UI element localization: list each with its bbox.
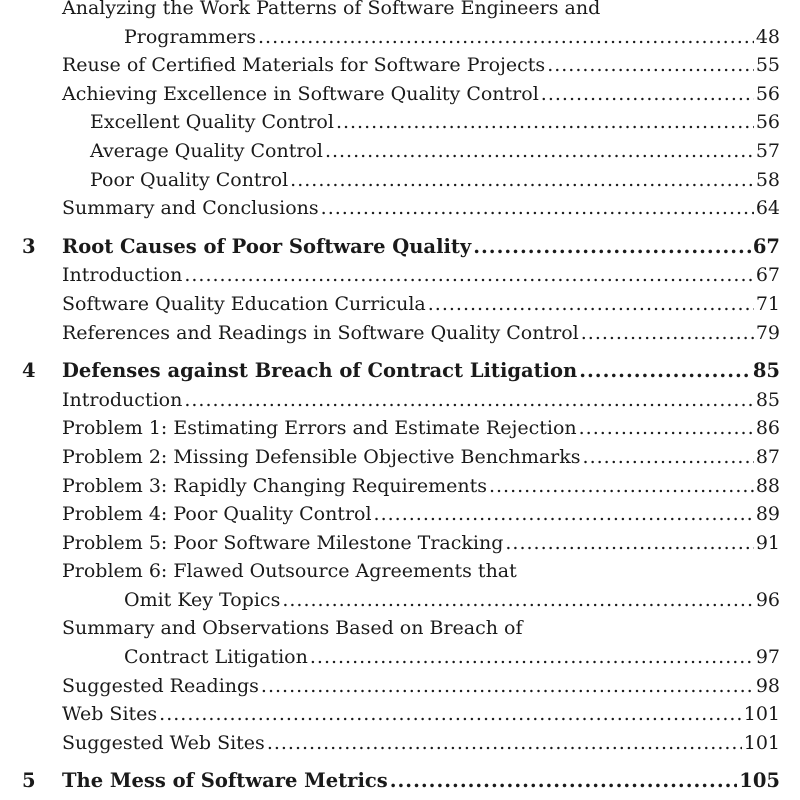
- entry-title: Introduction: [62, 386, 184, 415]
- toc-chapter-entry: [0, 233, 800, 262]
- toc-section-entry: [0, 672, 800, 701]
- page-number: 105: [739, 769, 780, 793]
- dot-leader: [184, 261, 753, 290]
- chapter-number: 4: [22, 359, 36, 383]
- chapter-number: 3: [22, 234, 36, 258]
- dot-leader: [325, 137, 754, 166]
- dot-leader: [267, 729, 742, 758]
- entry-title: Root Causes of Poor Software Quality: [62, 233, 473, 262]
- page-number: 98: [755, 674, 780, 697]
- toc-section-entry: [0, 700, 800, 729]
- entry-title: Problem 1: Estimating Errors and Estimate Rejection: [62, 414, 579, 443]
- entry-title: The Mess of Software Metrics: [62, 767, 390, 796]
- chapter-spacer: [0, 757, 800, 767]
- entry-title: Suggested Web Sites: [62, 729, 267, 758]
- toc-subsection-entry: [0, 108, 800, 137]
- toc-section-entry: [0, 386, 800, 415]
- page-number: 101: [743, 731, 780, 754]
- page-number: 56: [755, 111, 780, 134]
- dot-leader: [184, 386, 753, 415]
- entry-title: Analyzing the Work Patterns of Software Engineers and: [62, 0, 601, 19]
- dot-leader: [321, 194, 754, 223]
- page-number: 91: [755, 531, 780, 554]
- toc-section-entry: [0, 0, 800, 23]
- page-number: 64: [755, 197, 780, 220]
- page-number: 79: [755, 321, 780, 344]
- page-number: 58: [755, 168, 780, 191]
- page-number: 101: [743, 703, 780, 726]
- dot-leader: [583, 443, 754, 472]
- toc-chapter-entry: [0, 767, 800, 796]
- dot-leader: [282, 586, 753, 615]
- chapter-spacer: [0, 223, 800, 233]
- dot-leader: [310, 643, 754, 672]
- toc-section-entry: [0, 729, 800, 758]
- toc-section-entry: [0, 23, 800, 52]
- entry-title: Suggested Readings: [62, 672, 261, 701]
- dot-leader: [159, 700, 742, 729]
- dot-leader: [579, 357, 751, 386]
- entry-title: Omit Key Topics: [124, 586, 282, 615]
- dot-leader: [489, 472, 754, 501]
- page-number: 86: [755, 417, 780, 440]
- dot-leader: [428, 290, 754, 319]
- chapter-number: 5: [22, 769, 36, 793]
- dot-leader: [390, 767, 738, 796]
- entry-title: Problem 6: Flawed Outsource Agreements that: [62, 560, 517, 583]
- entry-title: Problem 2: Missing Defensible Objective Benchmarks: [62, 443, 583, 472]
- toc-section-entry: [0, 586, 800, 615]
- dot-leader: [258, 23, 754, 52]
- toc-section-entry: [0, 319, 800, 348]
- entry-title: Programmers: [124, 23, 258, 52]
- page-number: 56: [755, 82, 780, 105]
- entry-title: Excellent Quality Control: [90, 108, 336, 137]
- entry-title: Defenses against Breach of Contract Litigation: [62, 357, 579, 386]
- dot-leader: [374, 500, 754, 529]
- entry-title: Summary and Observations Based on Breach of: [62, 617, 523, 640]
- toc-subsection-entry: [0, 166, 800, 195]
- toc-section-entry: [0, 194, 800, 223]
- entry-title: Software Quality Education Curricula: [62, 290, 428, 319]
- entry-title: Introduction: [62, 261, 184, 290]
- toc-section-entry: [0, 500, 800, 529]
- toc-section-entry: [0, 261, 800, 290]
- page-number: 67: [755, 264, 780, 287]
- toc-chapter-entry: [0, 357, 800, 386]
- toc-section-entry: [0, 51, 800, 80]
- toc-section-entry: [0, 80, 800, 109]
- toc-section-entry: [0, 614, 800, 643]
- page-number: 87: [755, 445, 780, 468]
- dot-leader: [541, 80, 754, 109]
- entry-title: Web Sites: [62, 700, 159, 729]
- toc-section-entry: [0, 529, 800, 558]
- page-number: 89: [755, 503, 780, 526]
- page-number: 85: [752, 359, 780, 383]
- entry-title: Achieving Excellence in Software Quality Control: [62, 80, 541, 109]
- entry-title: Problem 4: Poor Quality Control: [62, 500, 374, 529]
- entry-title: References and Readings in Software Quality Control: [62, 319, 581, 348]
- entry-title: Problem 3: Rapidly Changing Requirements: [62, 472, 489, 501]
- page-number: 55: [755, 54, 780, 77]
- dot-leader: [336, 108, 754, 137]
- page-number: 71: [755, 292, 780, 315]
- page-number: 57: [755, 139, 780, 162]
- toc-section-entry: [0, 557, 800, 586]
- entry-title: Summary and Conclusions: [62, 194, 321, 223]
- chapter-spacer: [0, 347, 800, 357]
- dot-leader: [290, 166, 754, 195]
- dot-leader: [581, 319, 754, 348]
- toc-section-entry: [0, 414, 800, 443]
- dot-leader: [547, 51, 754, 80]
- page-number: 48: [755, 25, 780, 48]
- page-number: 85: [755, 388, 780, 411]
- page-number: 67: [752, 234, 780, 258]
- toc-subsection-entry: [0, 137, 800, 166]
- page-number: 88: [755, 474, 780, 497]
- entry-title: Reuse of Certified Materials for Software Projects: [62, 51, 547, 80]
- dot-leader: [505, 529, 753, 558]
- entry-title: Average Quality Control: [90, 137, 325, 166]
- page-number: 97: [755, 646, 780, 669]
- page-number: 96: [755, 588, 780, 611]
- dot-leader: [579, 414, 754, 443]
- dot-leader: [473, 233, 751, 262]
- entry-title: Problem 5: Poor Software Milestone Tracking: [62, 529, 505, 558]
- toc-section-entry: [0, 472, 800, 501]
- entry-title: Poor Quality Control: [90, 166, 290, 195]
- entry-title: Contract Litigation: [124, 643, 310, 672]
- toc-section-entry: [0, 443, 800, 472]
- toc-section-entry: [0, 290, 800, 319]
- toc-section-entry: [0, 643, 800, 672]
- dot-leader: [261, 672, 754, 701]
